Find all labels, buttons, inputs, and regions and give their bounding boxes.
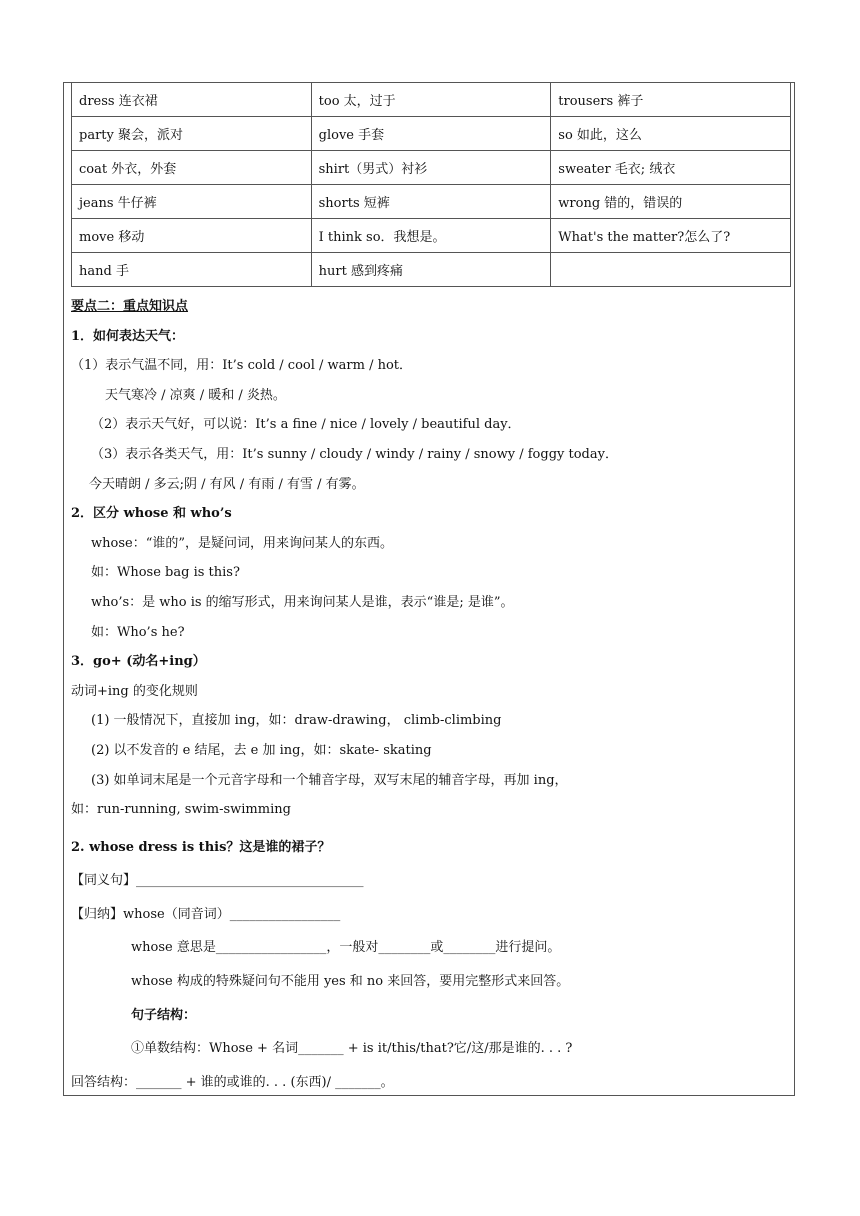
point2-line: whose：“谁的”，是疑问词，用来询问某人的东西。: [91, 535, 393, 551]
table-cell: so 如此，这么: [551, 117, 791, 151]
point3-line: (1) 一般情况下，直接加 ing，如：draw-drawing， climb-climbing: [91, 713, 502, 729]
summary-detail: whose 意思是_________________，一般对________或________进行提问。: [131, 940, 561, 956]
point3-line: (3) 如单词末尾是一个元音字母和一个辅音字母，双写末尾的辅音字母，再加 ing，: [91, 772, 568, 788]
table-row: [72, 185, 791, 219]
table-cell: party 聚会，派对: [72, 117, 312, 151]
point1-heading: 1．如何表达天气：: [71, 328, 185, 344]
point1-line: （3）表示各类天气，用：It’s sunny / cloudy / windy / rainy / snowy / foggy today．: [91, 446, 618, 462]
table-cell: [551, 253, 791, 287]
point2-line: 如：Who’s he?: [91, 624, 185, 640]
table-row: [72, 117, 791, 151]
table-row: [72, 219, 791, 253]
table-cell: coat 外衣，外套: [72, 151, 312, 185]
table-cell: I think so．我想是。: [311, 219, 551, 253]
table-cell: jeans 牛仔裤: [72, 185, 312, 219]
point2-line: 如：Whose bag is this?: [91, 565, 240, 581]
table-cell: hand 手: [72, 253, 312, 287]
table-cell: shirt（男式）衬衫: [311, 151, 551, 185]
point3-heading: 3．go+ (动名+ing）: [71, 654, 206, 670]
point2-line: who’s：是 who is 的缩写形式，用来询问某人是谁，表示“谁是; 是谁”。: [91, 594, 514, 610]
table-cell: trousers 裤子: [551, 83, 791, 117]
point2-heading: 2．区分 whose 和 who’s: [71, 506, 232, 522]
table-row: [72, 83, 791, 117]
table-cell: wrong 错的，错误的: [551, 185, 791, 219]
point1-line: 天气寒冷 / 凉爽 / 暖和 / 炎热。: [105, 387, 286, 403]
vocab-table: [71, 82, 791, 287]
table-cell: move 移动: [72, 219, 312, 253]
point1-line: （1）表示气温不同，用：It’s cold / cool / warm / hot．: [71, 358, 413, 374]
table-cell: too 太，过于: [311, 83, 551, 117]
table-cell: glove 手套: [311, 117, 551, 151]
point3-line: 动词+ing 的变化规则: [71, 683, 198, 699]
point4-heading: 2. whose dress is this？这是谁的裙子？: [71, 839, 331, 855]
content-body: [71, 292, 786, 1097]
point1-line: （2）表示天气好，可以说：It’s a fine / nice / lovely / beautiful day．: [91, 417, 521, 433]
answer-structure-line: 回答结构：_______ + 谁的或谁的. . . (东西)/ _______。: [71, 1074, 394, 1090]
table-cell: shorts 短裤: [311, 185, 551, 219]
sentence-structure-label: 句子结构：: [131, 1007, 197, 1023]
structure-line: ①单数结构：Whose + 名词_______ + is it/this/that?它/这/那是谁的. . . ?: [131, 1041, 573, 1057]
point3-line: 如：run-running, swim-swimming: [71, 802, 291, 818]
table-cell: hurt 感到疼痛: [311, 253, 551, 287]
table-cell: sweater 毛衣; 绒衣: [551, 151, 791, 185]
synonym-line: 【同义句】___________________________________: [71, 873, 364, 889]
table-row: [72, 151, 791, 185]
table-cell: What's the matter?怎么了?: [551, 219, 791, 253]
table-cell: dress 连衣裙: [72, 83, 312, 117]
point1-line: 今天晴朗 / 多云;阴 / 有风 / 有雨 / 有雪 / 有雾。: [89, 476, 365, 492]
table-row: [72, 253, 791, 287]
summary-line: 【归纳】whose（同音词）_________________: [71, 906, 341, 922]
section-title: 要点二：重点知识点: [71, 299, 189, 314]
summary-detail: whose 构成的特殊疑问句不能用 yes 和 no 来回答，要用完整形式来回答。: [131, 974, 570, 990]
point3-line: (2) 以不发音的 e 结尾，去 e 加 ing，如：skate- skating: [91, 742, 432, 758]
